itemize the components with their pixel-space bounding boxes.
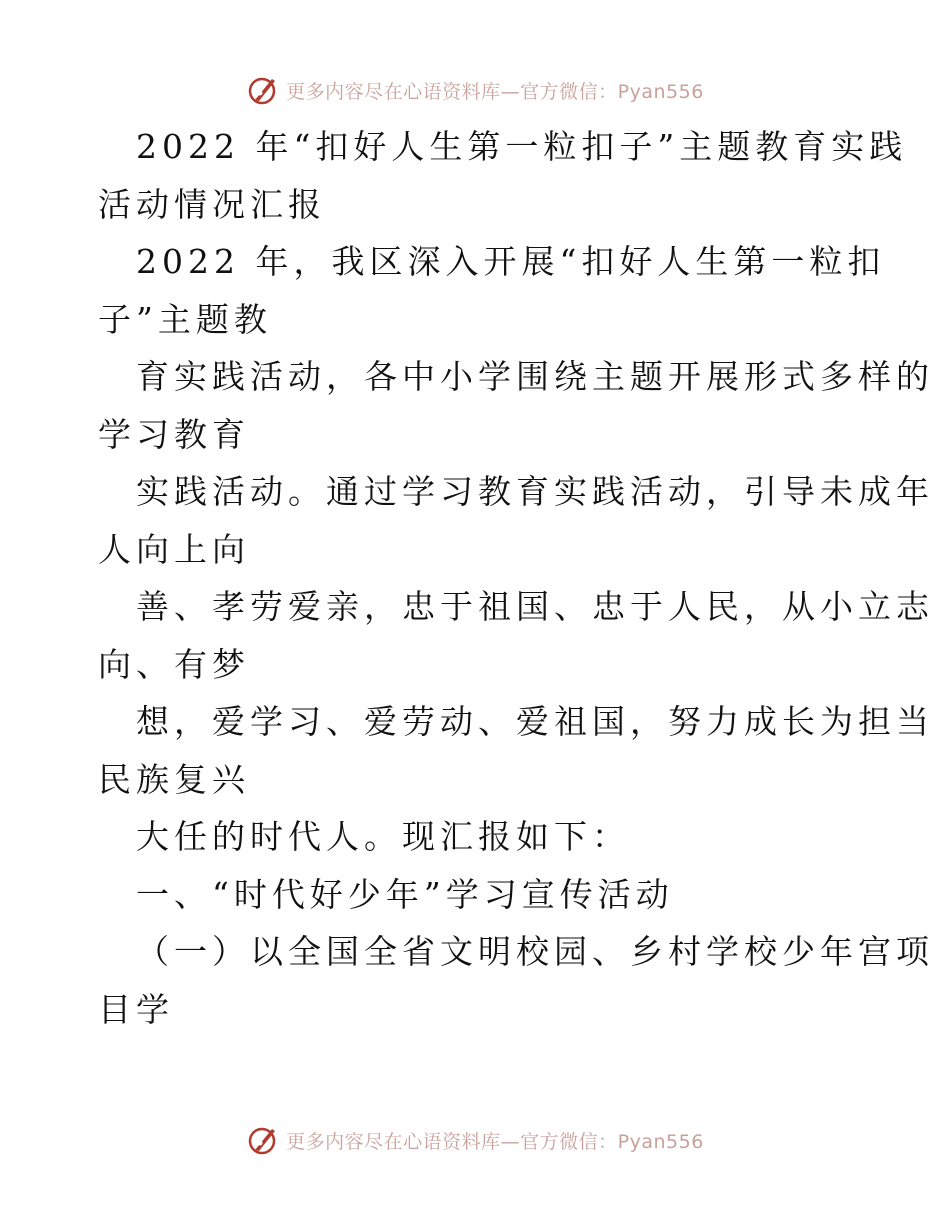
paragraph-line: 大任的时代人。现汇报如下：: [136, 817, 630, 856]
paragraph-line: 学习教育: [98, 414, 250, 454]
footer-banner: [0, 1120, 950, 1160]
paragraph-line: 民族复兴: [98, 759, 250, 799]
quill-circle-logo-icon: [246, 73, 280, 107]
banner-text: 更多内容尽在心语资料库—官方微信：Pyan556: [286, 80, 704, 103]
paragraph-line: 子”主题教: [98, 299, 272, 339]
header-banner: [0, 70, 950, 110]
banner-text: 更多内容尽在心语资料库—官方微信：Pyan556: [286, 1130, 704, 1153]
quill-circle-logo-icon: [246, 1123, 280, 1157]
paragraph-line: 实践活动。通过学习教育实践活动，引导未成年: [136, 472, 934, 511]
paragraph-line: 目学: [98, 989, 174, 1029]
paragraph-line: 想，爱学习、爱劳动、爱祖国，努力成长为担当: [136, 702, 934, 741]
paragraph-line: 善、孝劳爱亲，忠于祖国、忠于人民，从小立志: [136, 587, 934, 626]
section-heading: 一、“时代好少年”学习宣传活动: [136, 874, 674, 914]
paragraph-line: 2022 年，我区深入开展“扣好人生第一粒扣: [136, 242, 886, 281]
paragraph-line: 育实践活动，各中小学围绕主题开展形式多样的: [136, 357, 934, 396]
paragraph-line: 向、有梦: [98, 644, 250, 684]
subsection-heading: （一）以全国全省文明校园、乡村学校少年宫项: [136, 932, 934, 971]
title-line-1: 2022 年“扣好人生第一粒扣子”主题教育实践: [136, 127, 908, 166]
document-body: [98, 118, 934, 1038]
paragraph-line: 人向上向: [98, 529, 250, 569]
title-line-2: 活动情况汇报: [98, 184, 326, 224]
